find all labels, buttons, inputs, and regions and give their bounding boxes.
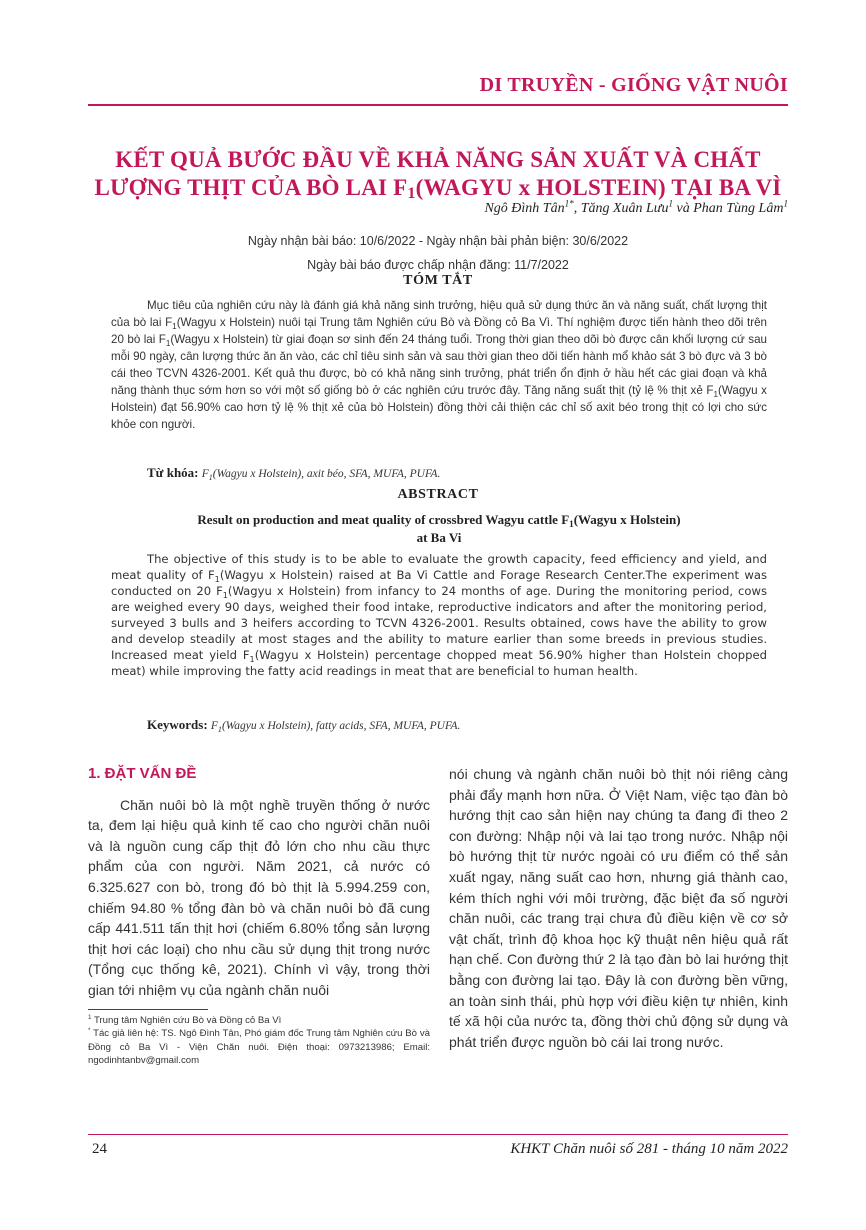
english-title: Result on production and meat quality of crossbred Wagyu cattle $F_1(Wagyu$ x Holstein) at Ba Vi: [197, 512, 681, 545]
abstract-vi-heading: TÓM TẮT: [403, 273, 473, 288]
abstract-en-text: The objective of this study is to be able to evaluate the growth capacity, feed efficiency and yield, and meat quality of $F_1(Wagyu$ x Holstein) raised at Ba Vi Cattle and Forage Research Center.The experiment was conducted on 20 $F_1(Wagyu$ x Holstein) from infancy to 24 months of age. During the monitoring period, cows are weighed every 90 days, weighed their food intake, reproductive indicators and after the monitoring period, surveyed 3 bulls and 3 heifers according to TCVN 4326-2001. Results obtained, cows have the ability to grow and develop steadily at most stages and the ability to mature earlier than some breeds in previous studies. Increased meat yield $F_1(Wagyu$ x Holstein) percentage chopped meat 56.90% higher than Holstein chopped meat) while improving the fatty acid readings in meat that are beneficial to human health.: [111, 552, 768, 678]
authors: Ngô Đình Tân$^{1*}$, Tăng Xuân Lưu$^1$ và Phan Tùng Lâm$^1$: [484, 198, 788, 216]
footnote-2: * Tác giả liên hệ: TS. Ngô Đình Tân, Phó giám đốc Trung tâm Nghiên cứu Bò và Đồng cỏ Ba Vì - Viện Chăn nuôi. Điện thoại: 0973213986; Email: ngodinhtanbv@gmail.com: [88, 1026, 430, 1067]
keywords-en: Keywords: $F_1(Wagyu$ x Holstein), fatty acids, SFA, MUFA, PUFA.: [147, 717, 461, 734]
keywords-vi: Từ khóa: $F_1(Wagyu$ x Holstein), axit béo, SFA, MUFA, PUFA.: [147, 465, 441, 482]
footnote-1: $^1$ Trung tâm Nghiên cứu Bò và Đồng cỏ Ba Vì: [88, 1013, 282, 1026]
journal-footer: KHKT Chăn nuôi số 281 - tháng 10 năm 2022: [510, 1141, 788, 1157]
left-column: [88, 764, 430, 1068]
title-line-2: LƯỢNG THỊT CỦA BÒ LAI $F_1(WAGYU$ x HOLSTEIN) TẠI BA VÌ: [94, 175, 782, 202]
date-line-1: Ngày nhận bài báo: 10/6/2022 - Ngày nhận bài phản biện: 30/6/2022: [247, 234, 629, 248]
section-1-para-right: nói chung và ngành chăn nuôi bò thịt nói riêng càng phải đẩy mạnh hơn nữa. Ở Việt Nam, việc tạo đàn bò hướng thịt cao sản hiện nay chúng ta đang đi theo 2 con đường: Nhập nội và lai tạo trong nước. Nhập nội bò hướng thịt từ nước ngoài có ưu điểm có thể sản xuất ngay, năng suất cao hơn, nhưng giá thành cao, kém thích nghi với môi trường, đặc biệt đa số người chăn nuôi, các trang trại chưa đủ điều kiện về cơ sở vật chất, trình độ khoa học kỹ thuật nên hiệu quả rất hạn chế. Con đường thứ 2 là tạo đàn bò lai hướng thịt bằng con đường lai tạo. Đây là con đường bền vững, an toàn sinh thái, phù hợp với điều kiện tự nhiên, kinh tế xã hội của nước ta, đồng thời chủ động sử dụng và phát triển được nguồn bò cái lai trong nước.: [449, 766, 788, 1050]
abstract-vi-text: Mục tiêu của nghiên cứu này là đánh giá khả năng sinh trưởng, hiệu quả sử dụng thức ăn và năng suất, chất lượng thịt của bò lai $F_1(Wagyu$ x Holstein) nuôi tại Trung tâm Nghiên cứu Bò và Đồng cỏ Ba Vì. Thí nghiệm được tiến hành theo dõi trên 20 bò lai $F_1(Wagyu$ x Holstein) từ giai đoạn sơ sinh đến 24 tháng tuổi. Trong thời gian theo dõi bò được cân khối lượng cứ sau mỗi 90 ngày, cân lượng thức ăn ăn vào, các chỉ tiêu sinh sản và sau thời gian theo dõi tiến hành mổ khảo sát 3 bò đực và 3 bò cái theo TCVN 4326-2001. Kết quả thu được, bò có khả năng sinh trưởng, phát triển ổn định ở hầu hết các giai đoạn và khả năng thành thục sớm hơn so với một số giống bò ở các nghiên cứu trước đây. Tăng năng suất thịt (tỷ lệ % thịt xẻ $F_1(Wagyu$ x Holstein) đạt 56.90% cao hơn tỷ lệ % thịt xẻ của bò Holstein) đồng thời cải thiện các chỉ số axit béo trong thịt có lợi cho sức khỏe con người.: [111, 299, 767, 431]
abstract-en-heading: ABSTRACT: [397, 487, 479, 502]
section-header: DI TRUYỀN - GIỐNG VẬT NUÔI: [479, 74, 788, 96]
section-1-heading: 1. ĐẶT VẤN ĐỀ: [88, 765, 197, 782]
date-line-2: Ngày bài báo được chấp nhận đăng: 11/7/2022: [307, 258, 569, 272]
right-column: [449, 764, 788, 1052]
page-number: 24: [92, 1141, 107, 1157]
section-1-para-left: Chăn nuôi bò là một nghề truyền thống ở nước ta, đem lại hiệu quả kinh tế cao cho người chăn nuôi và là nguồn cung cấp thịt đỏ lớn cho nhu cầu thực phẩm của con người. Năm 2021, cả nước có 6.325.627 con bò, trong đó bò thịt là 5.994.259 con, chiếm 94.80 % tổng đàn bò và chăn nuôi bò đã cung cấp 441.511 tấn thịt hơi (chiếm 6.80% tổng sản lượng thịt hơi các loại) cho nhu cầu sử dụng thịt trong nước (Tổng cục thống kê, 2021). Chính vì vậy, trong thời gian tới nhiệm vụ của ngành chăn nuôi: [88, 796, 430, 998]
submission-dates: [88, 229, 788, 277]
header-divider: [88, 104, 788, 106]
article-title: [88, 146, 788, 202]
title-line-1: KẾT QUẢ BƯỚC ĐẦU VỀ KHẢ NĂNG SẢN XUẤT VÀ CHẤT: [115, 147, 761, 172]
footnote-divider: [88, 1009, 208, 1010]
footer-divider: [88, 1134, 788, 1135]
footnotes: [88, 1009, 430, 1068]
